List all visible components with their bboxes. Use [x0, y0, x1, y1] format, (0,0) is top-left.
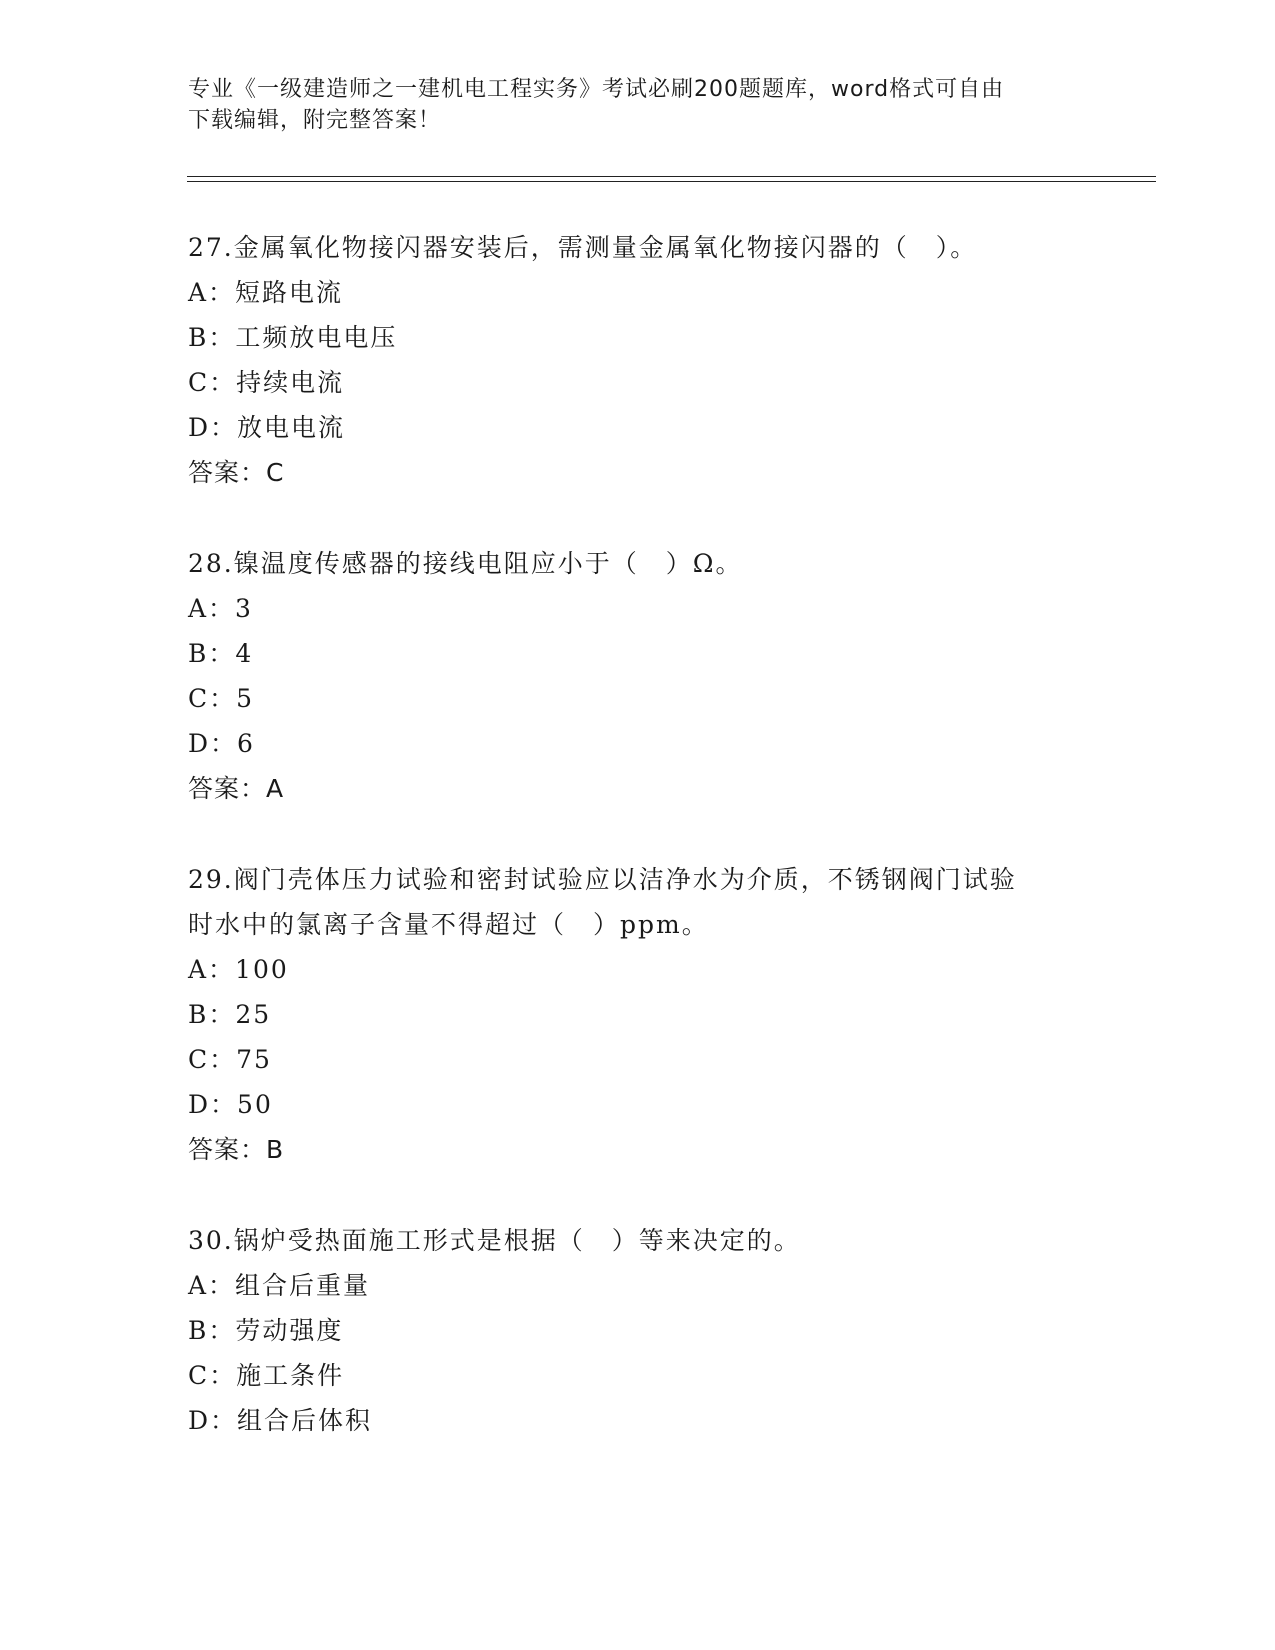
question-stem-line-2: 时水中的氯离子含量不得超过（ ）ppm。 [188, 910, 709, 939]
header-divider-top [187, 176, 1156, 177]
option-d: D：50 [188, 1090, 273, 1119]
question-27 [188, 225, 1088, 495]
option-d: D：6 [188, 729, 255, 758]
question-stem: 30.锅炉受热面施工形式是根据（ ）等来决定的。 [188, 1226, 801, 1255]
question-29 [188, 857, 1088, 1172]
answer-line: 答案：C [188, 458, 285, 487]
answer-line: 答案：A [188, 774, 285, 803]
option-d: D：组合后体积 [188, 1406, 373, 1435]
option-a: A：短路电流 [188, 278, 344, 307]
option-a: A：组合后重量 [188, 1271, 371, 1300]
option-b: B：劳动强度 [188, 1316, 344, 1345]
option-b: B：4 [188, 639, 254, 668]
option-c: C：5 [188, 684, 255, 713]
question-stem-line-1: 29.阀门壳体压力试验和密封试验应以洁净水为介质，不锈钢阀门试验 [188, 865, 1017, 894]
header-line-1: 专业《一级建造师之一建机电工程实务》考试必刷200题题库，word格式可自由 [188, 77, 1005, 102]
question-30 [188, 1218, 1088, 1443]
option-c: C：施工条件 [188, 1361, 345, 1390]
option-b: B：25 [188, 1000, 272, 1029]
question-stem: 28.镍温度传感器的接线电阻应小于（ ）Ω。 [188, 549, 743, 578]
option-c: C：75 [188, 1045, 272, 1074]
option-a: A：3 [188, 594, 253, 623]
header-line-2: 下载编辑，附完整答案！ [188, 108, 442, 133]
question-stem: 27.金属氧化物接闪器安装后，需测量金属氧化物接闪器的（ ）。 [188, 233, 978, 262]
option-d: D：放电电流 [188, 413, 346, 442]
question-28 [188, 541, 1088, 811]
header-divider-bottom [187, 181, 1156, 182]
document-header [188, 74, 1088, 136]
option-b: B：工频放电电压 [188, 323, 398, 352]
option-c: C：持续电流 [188, 368, 345, 397]
option-a: A：100 [188, 955, 289, 984]
answer-line: 答案：B [188, 1135, 285, 1164]
